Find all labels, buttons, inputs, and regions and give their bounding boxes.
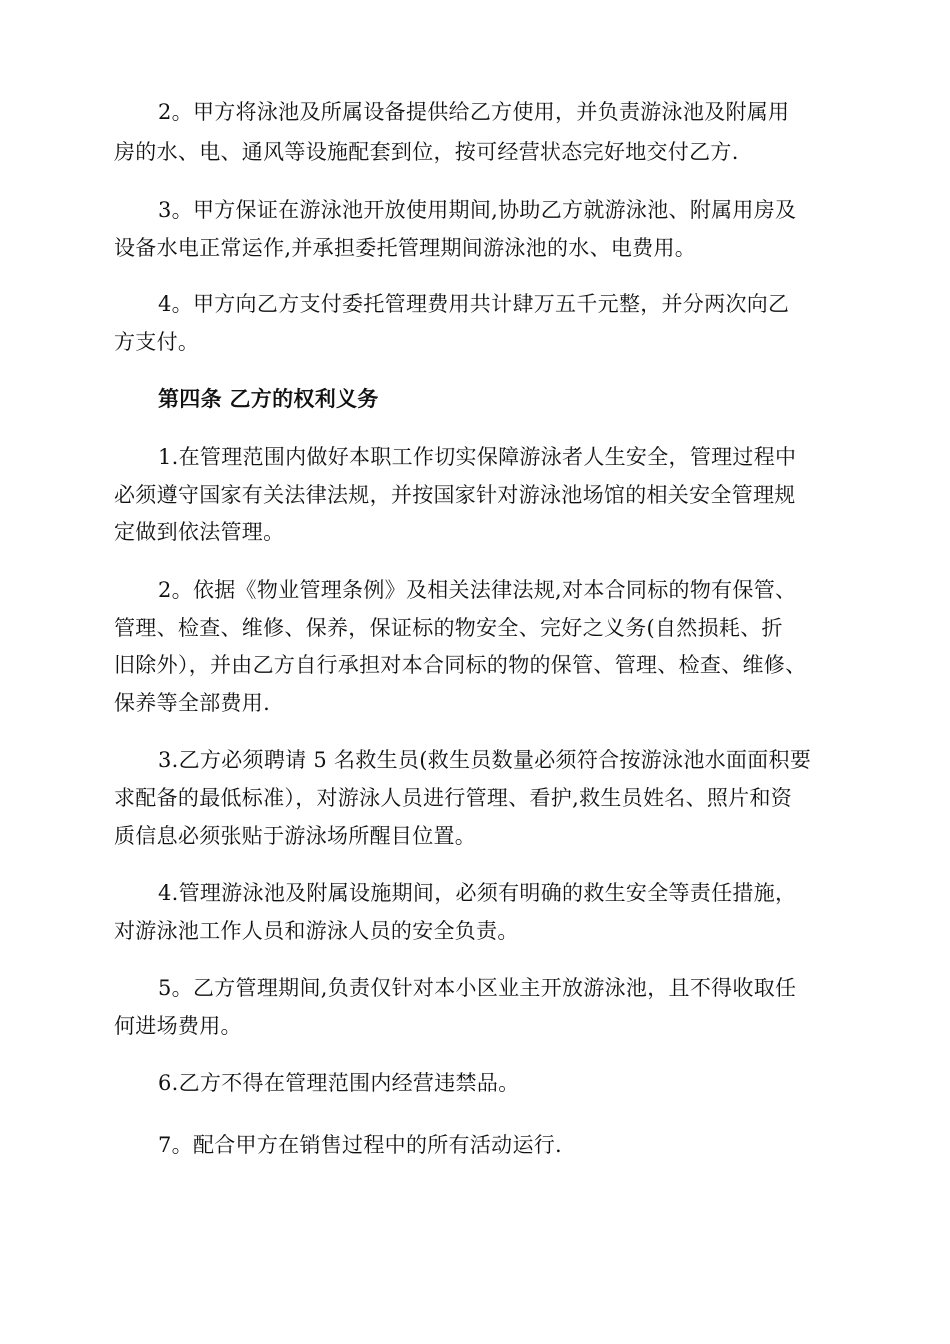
text-line: 设备水电正常运作,并承担委托管理期间游泳池的水、电费用。 — [114, 236, 697, 260]
text-line: 4。甲方向乙方支付委托管理费用共计肆万五千元整，并分两次向乙 — [158, 292, 790, 316]
text-line: 房的水、电、通风等设施配套到位，按可经营状态完好地交付乙方. — [114, 140, 739, 164]
text-line: 5。乙方管理期间,负责仅针对本小区业主开放游泳池，且不得收取任 — [158, 976, 797, 1000]
text-line: 6.乙方不得在管理范围内经营违禁品。 — [158, 1071, 520, 1095]
text-line: 3.乙方必须聘请 5 名救生员(救生员数量必须符合按游泳池水面面积要 — [158, 748, 812, 772]
text-line: 4.管理游泳池及附属设施期间，必须有明确的救生安全等责任措施， — [158, 881, 797, 905]
text-line: 管理、检查、维修、保养，保证标的物安全、完好之义务(自然损耗、折 — [114, 616, 783, 640]
text-line: 必须遵守国家有关法律法规，并按国家针对游泳池场馆的相关安全管理规 — [114, 483, 796, 507]
text-line: 求配备的最低标准），对游泳人员进行管理、看护,救生员姓名、照片和资 — [114, 786, 793, 810]
text-line: 2。甲方将泳池及所属设备提供给乙方使用，并负责游泳池及附属用 — [158, 100, 790, 124]
text-line: 保养等全部费用. — [114, 691, 271, 715]
text-line: 定做到依法管理。 — [114, 520, 285, 544]
text-line: 7。配合甲方在销售过程中的所有活动运行. — [158, 1133, 563, 1157]
text-line: 何进场费用。 — [114, 1014, 242, 1038]
text-line: 1.在管理范围内做好本职工作切实保障游泳者人生安全，管理过程中 — [158, 445, 797, 469]
text-line: 方支付。 — [114, 330, 200, 354]
text-line: 3。甲方保证在游泳池开放使用期间,协助乙方就游泳池、附属用房及 — [158, 198, 797, 222]
text-line: 对游泳池工作人员和游泳人员的安全负责。 — [114, 919, 519, 943]
section-heading: 第四条 乙方的权利义务 — [158, 386, 379, 411]
text-line: 旧除外），并由乙方自行承担对本合同标的物的保管、管理、检查、维修、 — [114, 653, 807, 677]
text-line: 质信息必须张贴于游泳场所醒目位置。 — [114, 824, 477, 848]
text-line: 2。依据《物业管理条例》及相关法律法规,对本合同标的物有保管、 — [158, 578, 797, 602]
